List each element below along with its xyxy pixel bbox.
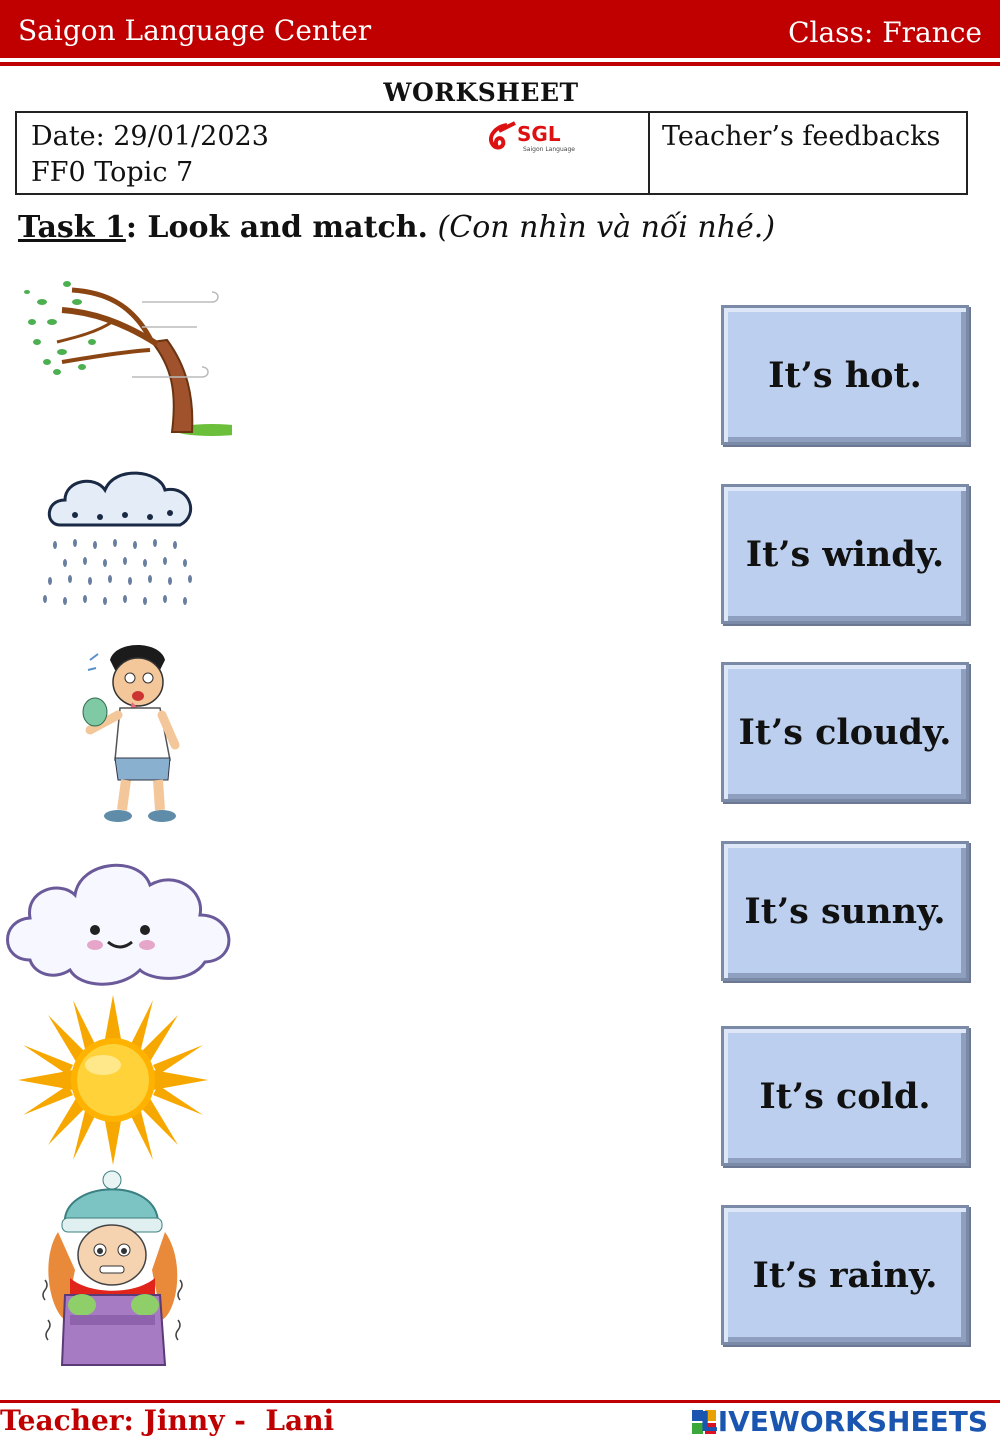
worksheet-title: WORKSHEET <box>383 78 579 107</box>
date-text: Date: 29/01/2023 <box>31 121 269 152</box>
hot-boy-icon[interactable] <box>60 640 200 830</box>
header-bar <box>0 0 1000 58</box>
cloud-icon[interactable] <box>0 850 238 990</box>
task-label: Task 1 <box>18 210 126 245</box>
footer-rule <box>0 1400 1000 1403</box>
sun-icon[interactable] <box>18 995 208 1165</box>
liveworksheets-brand[interactable]: LIVEWORKSHEETS <box>699 1405 988 1438</box>
rain-cloud-icon[interactable] <box>40 465 200 615</box>
answer-card-cloudy[interactable]: It’s cloudy. <box>721 662 969 802</box>
info-box <box>15 111 968 195</box>
header-rule <box>0 62 1000 66</box>
windy-tree-icon[interactable] <box>22 272 232 440</box>
sgl-logo-icon <box>485 117 585 159</box>
answer-card-cold[interactable]: It’s cold. <box>721 1026 969 1166</box>
answer-card-windy[interactable]: It’s windy. <box>721 484 969 624</box>
info-divider <box>648 113 650 193</box>
school-name: Saigon Language Center <box>18 14 372 47</box>
feedback-label: Teacher’s feedbacks <box>662 121 941 152</box>
answer-card-sunny[interactable]: It’s sunny. <box>721 841 969 981</box>
task-translation: (Con nhìn và nối nhé.) <box>437 210 776 245</box>
topic-text: FF0 Topic 7 <box>31 157 194 188</box>
cold-girl-icon[interactable] <box>40 1170 190 1375</box>
logo-text: SGL <box>517 122 561 146</box>
class-name: Class: France <box>788 16 982 49</box>
answer-card-rainy[interactable]: It’s rainy. <box>721 1205 969 1345</box>
answer-card-hot[interactable]: It’s hot. <box>721 305 969 445</box>
task-text: : Look and match. <box>125 210 428 245</box>
logo-subtext: Saigon Language <box>523 146 575 153</box>
task-instruction <box>18 210 775 245</box>
teacher-names: Teacher: Jinny - Lani <box>0 1404 335 1437</box>
